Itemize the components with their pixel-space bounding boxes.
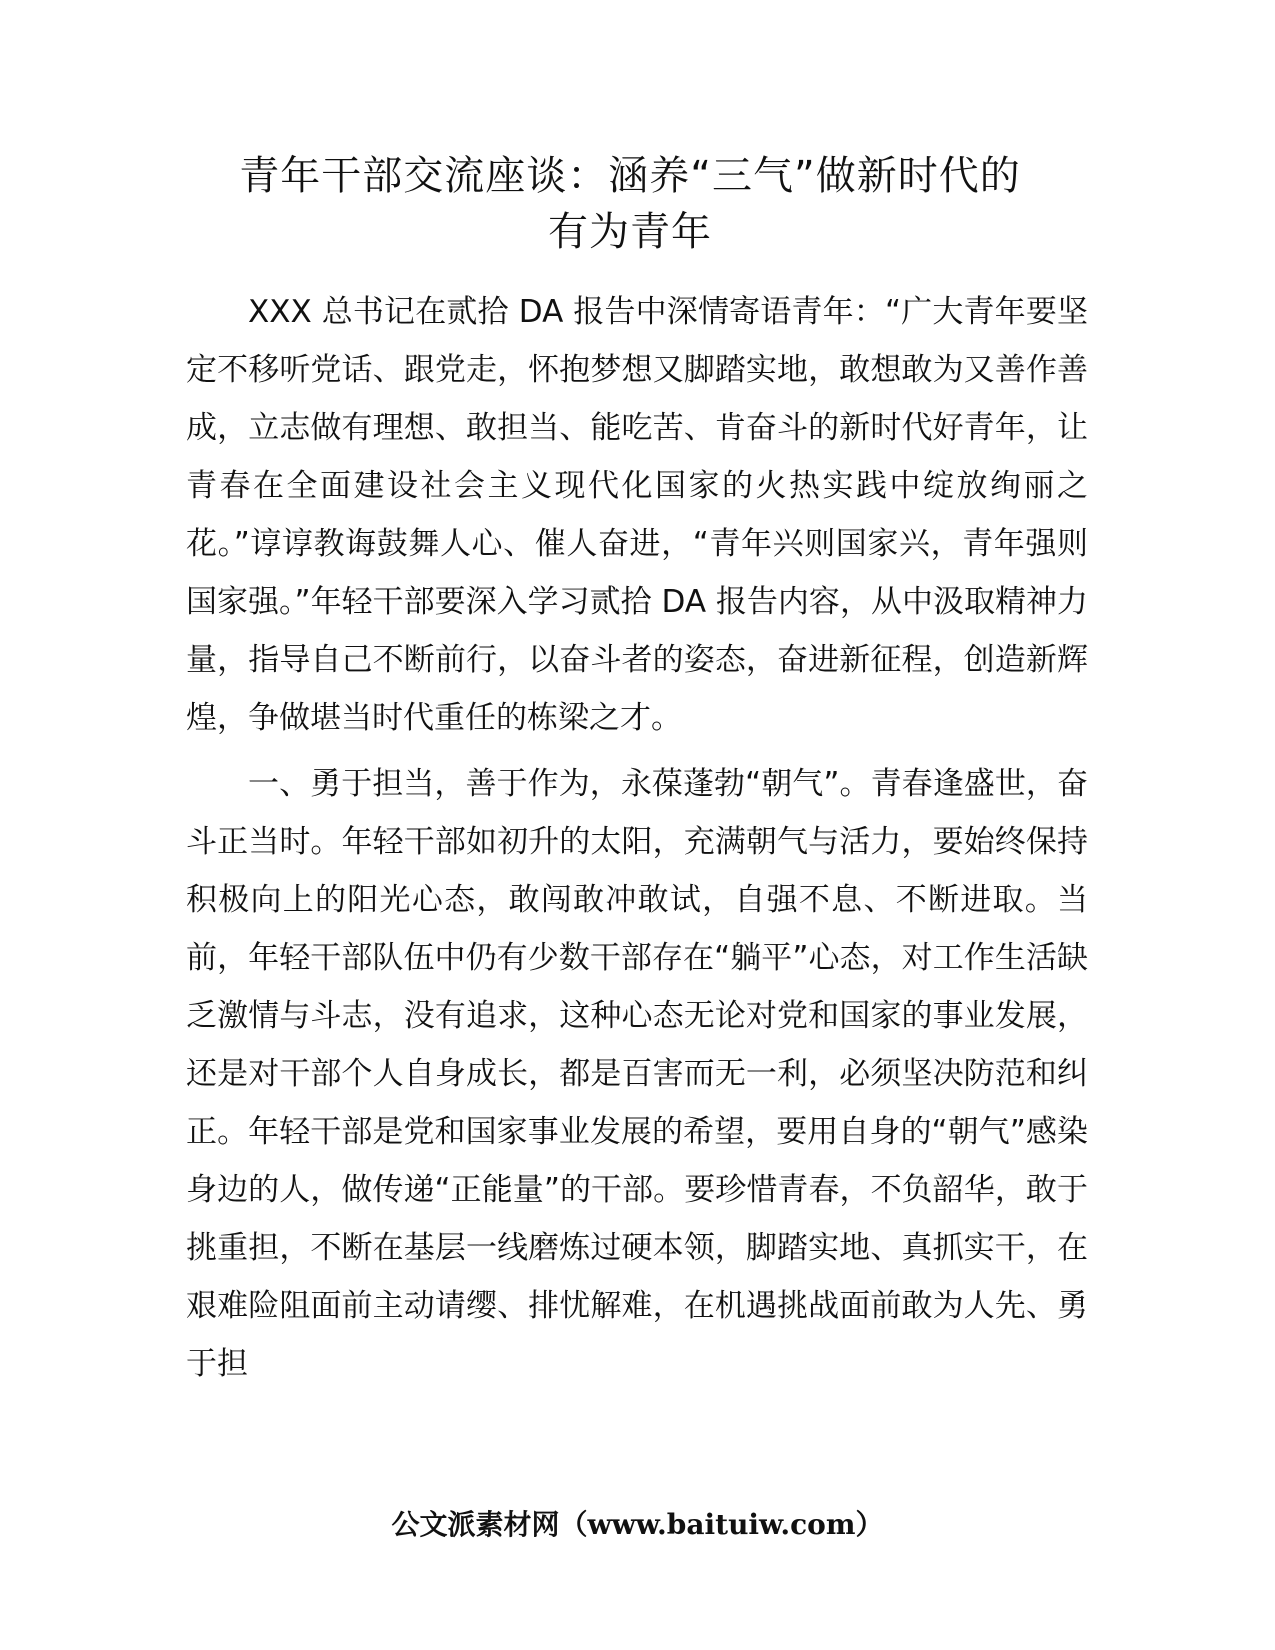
- paragraph-intro: XXX 总书记在贰拾 DA 报告中深情寄语青年：“广大青年要坚定不移听党话、跟党走，怀抱梦想又脚踏实地，敢想敢为又善作善成，立志做有理想、敢担当、能吃苦、肯奋斗的新时代好青年，让青春在全面建设社会主义现代化国家的火热实践中绽放绚丽之花。”谆谆教诲鼓舞人心、催人奋进，“青年兴则国家兴，青年强则国家强。”年轻干部要深入学习贰拾 DA 报告内容，从中汲取精神力量，指导自己不断前行，以奋斗者的姿态，奋进新征程，创造新辉煌，争做堪当时代重任的栋梁之才。: [186, 294, 1088, 736]
- document-title: [180, 148, 1080, 260]
- document-body: [186, 283, 1088, 1393]
- title-line-1: 青年干部交流座谈：涵养“三气”做新时代的: [239, 153, 1021, 199]
- page-footer-watermark: 公文派素材网（www.baituiw.com）: [391, 1508, 884, 1541]
- title-line-2: 有为青年: [548, 209, 712, 255]
- paragraph-section-1: 一、勇于担当，善于作为，永葆蓬勃“朝气”。青春逢盛世，奋斗正当时。年轻干部如初升的太阳，充满朝气与活力，要始终保持积极向上的阳光心态，敢闯敢冲敢试，自强不息、不断进取。当前，年轻干部队伍中仍有少数干部存在“躺平”心态，对工作生活缺乏激情与斗志，没有追求，这种心态无论对党和国家的事业发展，还是对干部个人自身成长，都是百害而无一利，必须坚决防范和纠正。年轻干部是党和国家事业发展的希望，要用自身的“朝气”感染身边的人，做传递“正能量”的干部。要珍惜青春，不负韶华，敢于挑重担，不断在基层一线磨炼过硬本领，脚踏实地、真抓实干，在艰难险阻面前主动请缨、排忧解难，在机遇挑战面前敢为人先、勇于担: [186, 766, 1088, 1382]
